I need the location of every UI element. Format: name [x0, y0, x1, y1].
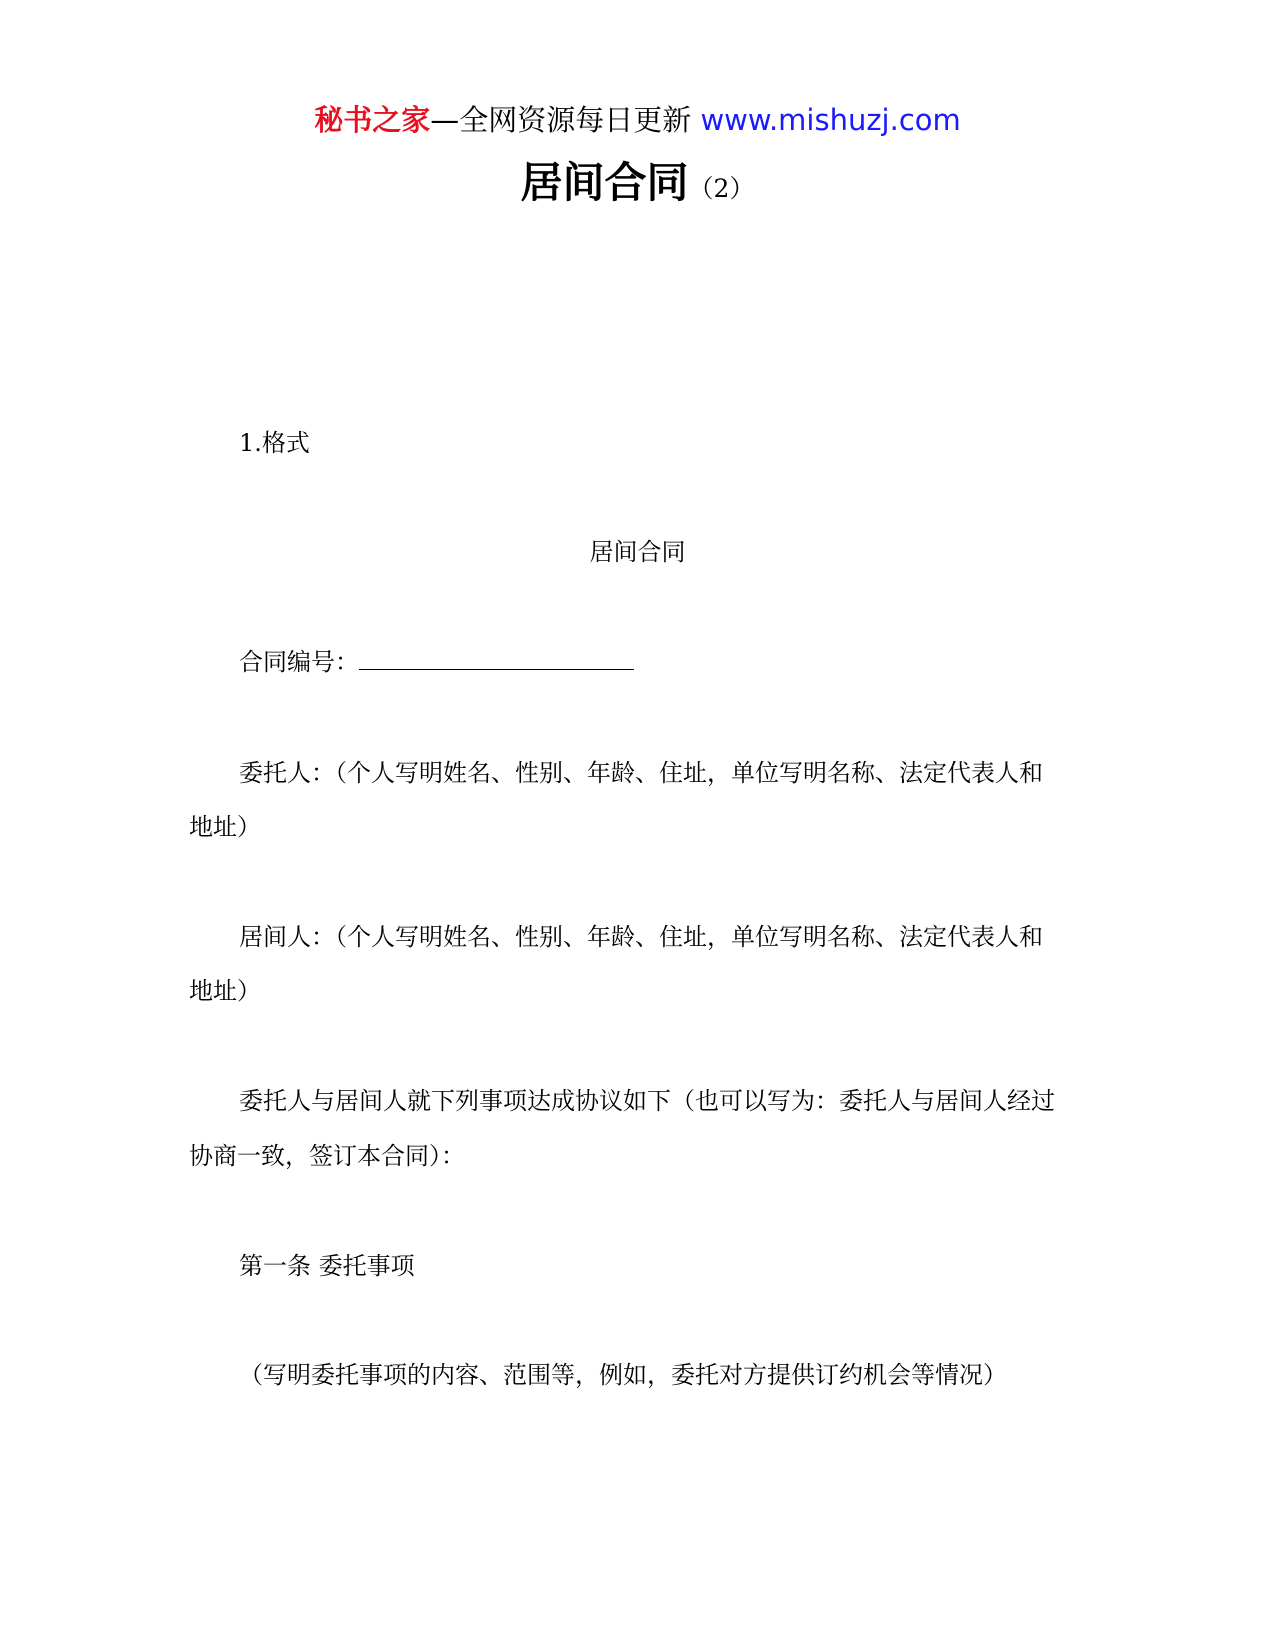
- header-tagline: —全网资源每日更新: [430, 103, 692, 137]
- section-format-heading: 1.格式: [239, 429, 310, 457]
- site-header: [0, 100, 1275, 140]
- site-url-link[interactable]: www.mishuzj.com: [700, 103, 961, 137]
- document-title-suffix: （2）: [688, 174, 755, 203]
- article-1-note: （写明委托事项的内容、范围等，例如，委托对方提供订约机会等情况）: [239, 1361, 1007, 1389]
- broker-line-1: 居间人：（个人写明姓名、性别、年龄、住址，单位写明名称、法定代表人和: [239, 923, 1043, 951]
- client-line-2: 地址）: [189, 813, 261, 841]
- article-1-title: 第一条 委托事项: [239, 1252, 415, 1280]
- contract-number-blank: [359, 647, 634, 670]
- broker-line-2: 地址）: [189, 977, 261, 1005]
- agreement-line-2: 协商一致，签订本合同）：: [189, 1142, 465, 1170]
- contract-number-label: 合同编号：: [239, 648, 359, 676]
- brand-name: 秘书之家: [314, 103, 431, 137]
- contract-number-row: [239, 634, 634, 690]
- document-title-main: 居间合同: [520, 158, 689, 207]
- document-title: [0, 150, 1275, 210]
- agreement-line-1: 委托人与居间人就下列事项达成协议如下（也可以写为：委托人与居间人经过: [239, 1087, 1055, 1115]
- client-line-1: 委托人：（个人写明姓名、性别、年龄、住址，单位写明名称、法定代表人和: [239, 759, 1043, 787]
- contract-heading: 居间合同: [589, 538, 686, 566]
